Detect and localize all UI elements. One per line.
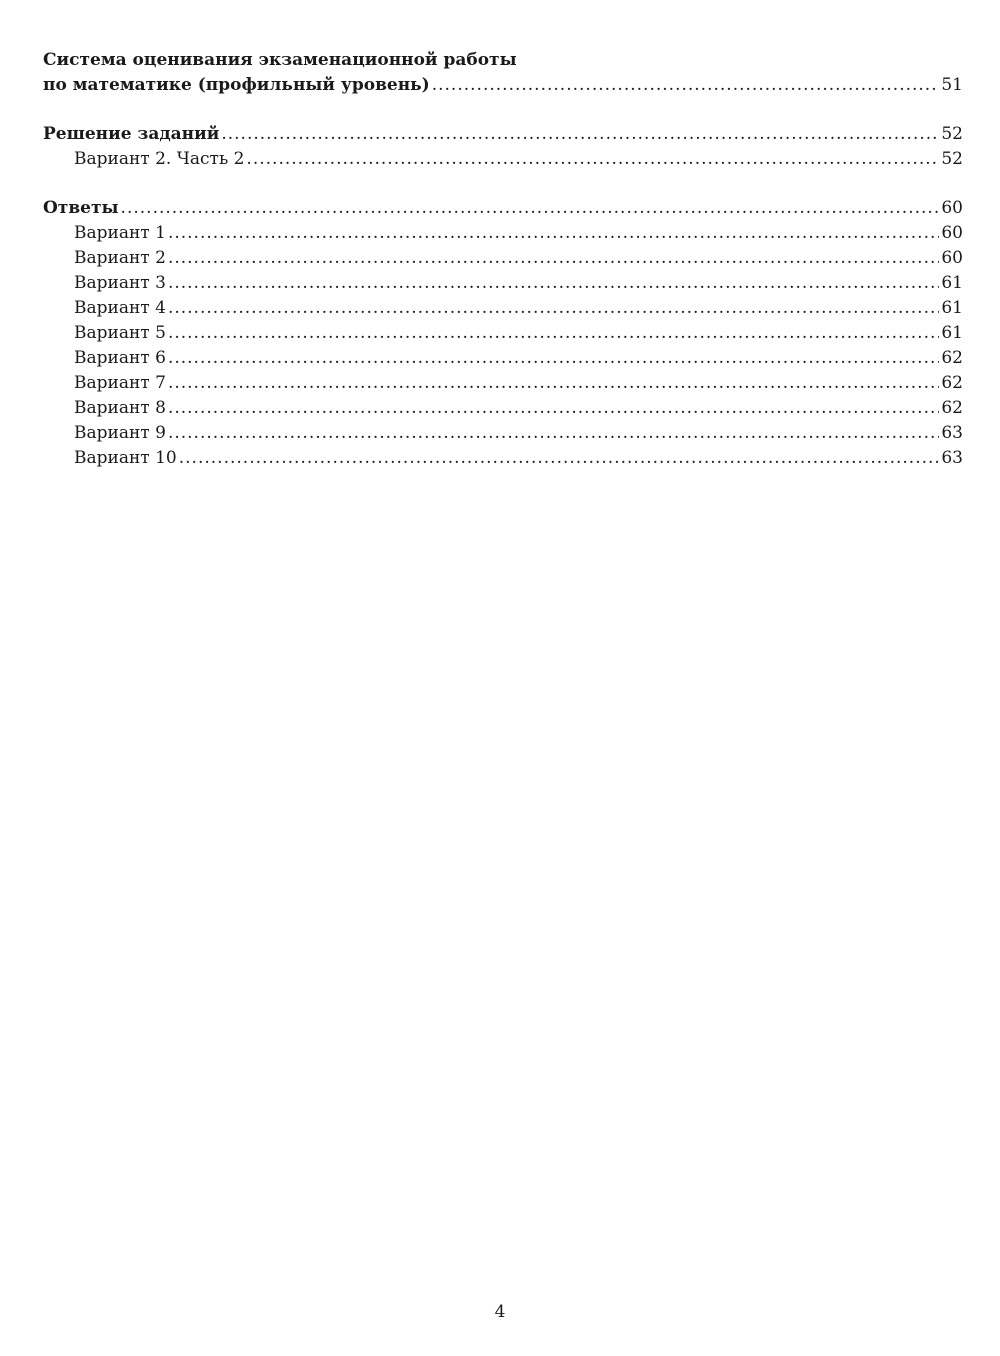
toc-page-number: 62 bbox=[941, 348, 963, 368]
toc-entry[interactable] bbox=[43, 271, 963, 296]
toc-entry[interactable] bbox=[43, 396, 963, 421]
toc-page-number: 60 bbox=[941, 248, 963, 268]
toc-entry[interactable] bbox=[43, 147, 963, 172]
toc-item-label: Вариант 2 bbox=[74, 248, 166, 268]
dot-leader bbox=[432, 73, 940, 98]
toc-item-label: Вариант 3 bbox=[74, 273, 166, 293]
toc-page-number: 63 bbox=[941, 423, 963, 443]
toc-entry[interactable] bbox=[43, 196, 963, 221]
toc-page-number: 60 bbox=[941, 223, 963, 243]
toc-page-number: 62 bbox=[941, 398, 963, 418]
toc-entry[interactable] bbox=[43, 371, 963, 396]
toc-section-solutions bbox=[43, 122, 963, 172]
toc-page-number: 60 bbox=[941, 198, 963, 218]
dot-leader bbox=[168, 271, 939, 296]
section-spacer bbox=[43, 172, 963, 196]
toc-section-title: Решение заданий bbox=[43, 124, 220, 144]
toc-section-grading-system bbox=[43, 48, 963, 98]
toc-section-title: Ответы bbox=[43, 198, 119, 218]
table-of-contents bbox=[43, 48, 963, 471]
toc-item-label: Вариант 9 bbox=[74, 423, 166, 443]
toc-page-number: 62 bbox=[941, 373, 963, 393]
toc-entry[interactable] bbox=[43, 346, 963, 371]
toc-section-answers bbox=[43, 196, 963, 471]
page-number: 4 bbox=[494, 1302, 506, 1322]
dot-leader bbox=[221, 122, 939, 147]
toc-page-number: 61 bbox=[941, 273, 963, 293]
toc-item-label: Вариант 1 bbox=[74, 223, 166, 243]
toc-page-number: 51 bbox=[941, 75, 963, 95]
dot-leader bbox=[168, 246, 939, 271]
toc-page-number: 63 bbox=[941, 448, 963, 468]
toc-entry[interactable] bbox=[43, 446, 963, 471]
toc-entry[interactable] bbox=[43, 122, 963, 147]
toc-item-label: Вариант 10 bbox=[74, 448, 177, 468]
dot-leader bbox=[246, 147, 939, 172]
toc-item-label: Вариант 7 bbox=[74, 373, 166, 393]
toc-entry[interactable] bbox=[43, 321, 963, 346]
section-spacer bbox=[43, 98, 963, 122]
dot-leader bbox=[168, 346, 939, 371]
dot-leader bbox=[168, 371, 939, 396]
toc-entry[interactable] bbox=[43, 73, 963, 98]
dot-leader bbox=[168, 221, 939, 246]
toc-entry[interactable] bbox=[43, 421, 963, 446]
toc-item-label: Вариант 6 bbox=[74, 348, 166, 368]
dot-leader bbox=[168, 296, 939, 321]
toc-item-label: Вариант 4 bbox=[74, 298, 166, 318]
toc-entry[interactable] bbox=[43, 246, 963, 271]
toc-section-title-line2: по математике (профильный уровень) bbox=[43, 75, 430, 95]
dot-leader bbox=[168, 321, 939, 346]
dot-leader bbox=[179, 446, 940, 471]
toc-item-label: Вариант 5 bbox=[74, 323, 166, 343]
toc-item-label: Вариант 2. Часть 2 bbox=[74, 149, 245, 169]
toc-entry[interactable] bbox=[43, 221, 963, 246]
toc-item-label: Вариант 8 bbox=[74, 398, 166, 418]
toc-page-number: 61 bbox=[941, 298, 963, 318]
dot-leader bbox=[168, 396, 939, 421]
dot-leader bbox=[121, 196, 940, 221]
toc-section-title-line1: Система оценивания экзаменационной работы bbox=[43, 50, 517, 70]
dot-leader bbox=[168, 421, 939, 446]
toc-entry[interactable] bbox=[43, 296, 963, 321]
toc-page-number: 52 bbox=[941, 124, 963, 144]
toc-page-number: 52 bbox=[941, 149, 963, 169]
toc-page-number: 61 bbox=[941, 323, 963, 343]
